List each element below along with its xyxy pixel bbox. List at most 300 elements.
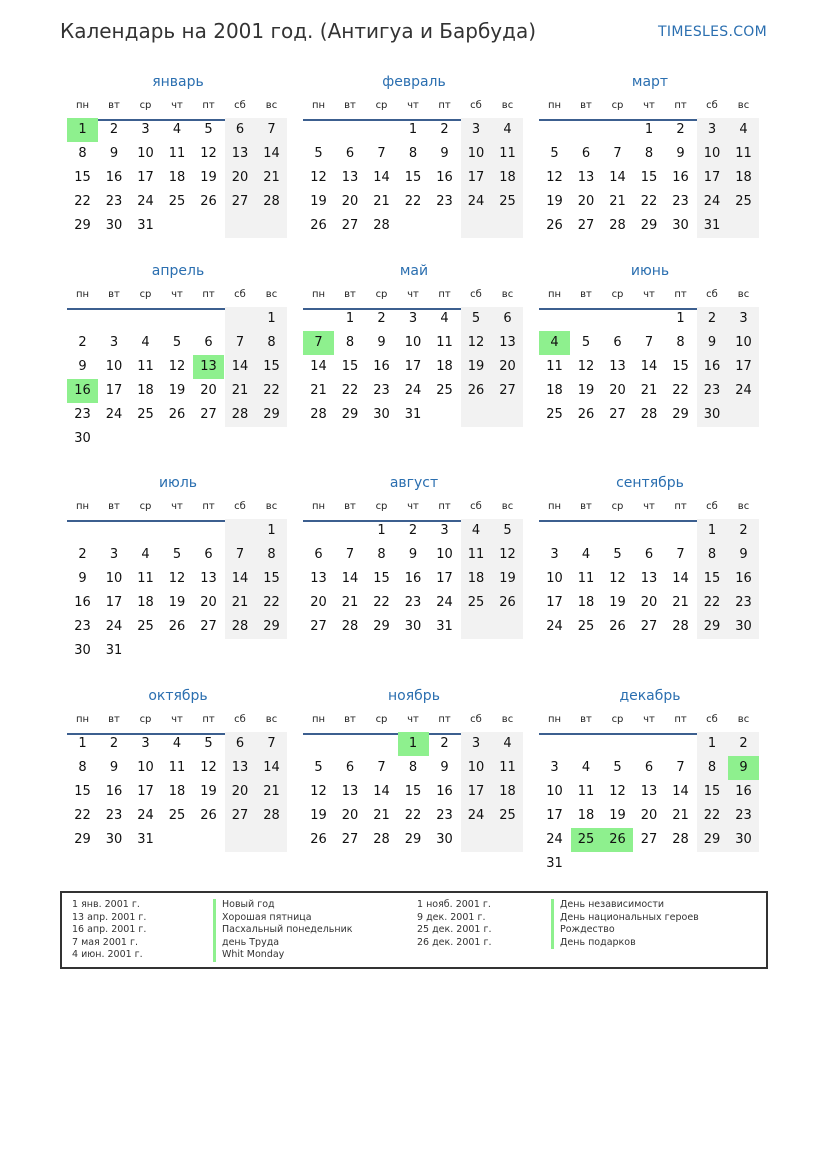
weekday-header: пн	[311, 100, 326, 111]
weekday-header: пн	[547, 714, 562, 725]
weekend-cell	[225, 307, 256, 331]
day-cell: 31	[105, 643, 123, 658]
day-cell: 3	[550, 760, 559, 775]
legend-holiday-name: День национальных героев	[551, 912, 699, 925]
day-cell: 20	[640, 808, 658, 823]
day-cell: 4	[172, 122, 182, 137]
day-cell: 14	[373, 784, 390, 799]
day-cell: 9	[697, 331, 728, 355]
weekday-header: пт	[674, 501, 687, 512]
day-cell: 17	[105, 383, 123, 398]
weekday-header: чт	[171, 100, 183, 111]
day-cell: 30	[672, 218, 689, 233]
weekday-header: вт	[344, 714, 356, 725]
weekday-header: пн	[311, 714, 326, 725]
legend-date: 26 дек. 2001 г.	[417, 936, 492, 948]
day-cell: 31	[137, 832, 154, 847]
day-cell: 8	[377, 547, 386, 562]
day-cell: 10	[697, 142, 728, 166]
day-cell: 27	[640, 619, 658, 634]
day-cell: 15	[256, 355, 287, 379]
weekday-header: чт	[171, 289, 183, 300]
day-cell: 29	[373, 619, 390, 634]
weekday-header: пн	[311, 289, 326, 300]
weekend-cell	[492, 214, 523, 238]
weekday-header: ср	[139, 714, 152, 725]
day-cell: 30	[74, 431, 91, 446]
weekend-cell	[461, 214, 492, 238]
day-cell: 1	[644, 122, 654, 137]
day-cell: 25	[728, 190, 759, 214]
day-cell: 21	[672, 595, 689, 610]
day-cell: 20	[200, 595, 217, 610]
day-cell: 22	[256, 379, 287, 403]
day-cell: 23	[672, 194, 689, 209]
weekday-header: пн	[547, 501, 562, 512]
day-cell: 10	[404, 335, 422, 350]
day-cell: 25	[492, 804, 523, 828]
day-cell: 25	[436, 383, 453, 398]
day-cell: 6	[345, 146, 355, 161]
day-cell: 20	[200, 383, 217, 398]
day-cell: 13	[200, 571, 217, 586]
weekday-header: чт	[643, 289, 655, 300]
day-cell: 23	[404, 595, 422, 610]
weekend-cell	[256, 828, 287, 852]
weekday-header: вс	[737, 501, 750, 512]
legend-holiday-name: День подарков	[551, 937, 699, 950]
day-cell: 19	[609, 595, 626, 610]
day-cell: 13	[492, 331, 523, 355]
day-cell: 8	[78, 146, 87, 161]
day-cell: 9	[676, 146, 685, 161]
day-cell: 12	[492, 543, 523, 567]
day-cell: 12	[609, 571, 626, 586]
day-cell: 4	[172, 736, 182, 751]
weekday-header: ср	[611, 100, 624, 111]
day-cell: 7	[644, 335, 654, 350]
day-cell: 10	[461, 756, 492, 780]
legend-date: 1 янв. 2001 г.	[72, 899, 140, 910]
day-cell: 21	[225, 591, 256, 615]
weekday-header: пт	[438, 714, 451, 725]
day-cell: 18	[436, 359, 453, 374]
weekday-header: вс	[265, 289, 278, 300]
day-cell: 14	[609, 170, 626, 185]
month-name: январь	[152, 74, 204, 90]
day-cell: 11	[461, 543, 492, 567]
day-cell: 24	[105, 619, 123, 634]
day-cell: 7	[676, 547, 685, 562]
day-cell: 27	[577, 218, 595, 233]
day-cell: 6	[492, 307, 523, 331]
month-1	[67, 74, 289, 274]
day-cell: 22	[404, 194, 422, 209]
day-cell: 17	[404, 359, 422, 374]
day-cell: 19	[200, 784, 217, 799]
day-cell: 20	[609, 383, 626, 398]
weekday-header: сб	[706, 100, 718, 111]
day-cell: 2	[377, 311, 386, 326]
day-cell: 20	[310, 595, 327, 610]
day-cell: 11	[137, 359, 154, 374]
page-title: Календарь на 2001 год. (Антигуа и Барбуда)	[60, 19, 537, 43]
day-cell: 22	[256, 591, 287, 615]
month-name: июль	[158, 475, 198, 491]
holiday-day: 13	[193, 355, 224, 379]
day-cell: 31	[137, 218, 154, 233]
day-cell: 21	[256, 780, 287, 804]
weekday-header: пт	[202, 714, 215, 725]
day-cell: 17	[546, 595, 563, 610]
day-cell: 6	[345, 760, 355, 775]
day-cell: 4	[581, 547, 591, 562]
weekday-header: вт	[344, 100, 356, 111]
weekend-cell	[728, 214, 759, 238]
day-cell: 19	[461, 355, 492, 379]
day-cell: 16	[436, 784, 453, 799]
day-cell: 6	[644, 760, 654, 775]
day-cell: 24	[697, 190, 728, 214]
weekday-header: сб	[706, 501, 718, 512]
day-cell: 14	[225, 355, 256, 379]
day-cell: 3	[550, 547, 559, 562]
day-cell: 28	[225, 615, 256, 639]
day-cell: 12	[310, 784, 327, 799]
day-cell: 24	[461, 190, 492, 214]
holiday-day: 16	[67, 379, 98, 403]
day-cell: 9	[440, 146, 449, 161]
day-cell: 9	[440, 760, 449, 775]
day-cell: 5	[581, 335, 591, 350]
weekday-header: вт	[580, 501, 592, 512]
weekend-cell	[461, 403, 492, 427]
weekday-header: пт	[438, 501, 451, 512]
day-cell: 22	[373, 595, 390, 610]
weekday-header: чт	[407, 501, 419, 512]
weekday-header: чт	[643, 501, 655, 512]
day-cell: 7	[676, 760, 685, 775]
day-cell: 19	[609, 808, 626, 823]
day-cell: 15	[404, 170, 422, 185]
legend-holiday-name: Whit Monday	[213, 949, 353, 962]
day-cell: 27	[200, 619, 217, 634]
day-cell: 25	[492, 190, 523, 214]
day-cell: 30	[373, 407, 390, 422]
day-cell: 17	[461, 166, 492, 190]
day-cell: 21	[256, 166, 287, 190]
day-cell: 12	[168, 571, 186, 586]
day-cell: 20	[341, 808, 359, 823]
weekday-header: сб	[234, 100, 246, 111]
weekday-header: сб	[234, 501, 246, 512]
weekday-header: сб	[470, 289, 482, 300]
day-cell: 30	[728, 615, 759, 639]
day-cell: 9	[109, 146, 119, 161]
legend-holiday-name: День независимости	[551, 899, 699, 912]
day-cell: 27	[200, 407, 217, 422]
day-cell: 17	[105, 595, 123, 610]
day-cell: 15	[74, 170, 91, 185]
day-cell: 13	[310, 571, 327, 586]
day-cell: 24	[546, 619, 563, 634]
month-9	[539, 475, 761, 675]
month-name: март	[631, 74, 669, 90]
day-cell: 21	[640, 383, 658, 398]
weekday-header: вс	[737, 714, 750, 725]
day-cell: 12	[546, 170, 563, 185]
day-cell: 6	[225, 732, 256, 756]
weekday-header: ср	[375, 501, 388, 512]
weekday-header: вт	[344, 501, 356, 512]
day-cell: 19	[492, 567, 523, 591]
day-cell: 13	[341, 784, 359, 799]
day-cell: 3	[109, 547, 119, 562]
day-cell: 18	[492, 166, 523, 190]
day-cell: 18	[492, 780, 523, 804]
day-cell: 6	[581, 146, 591, 161]
weekend-cell	[225, 214, 256, 238]
day-cell: 4	[581, 760, 591, 775]
day-cell: 14	[310, 359, 327, 374]
weekend-cell	[461, 828, 492, 852]
day-cell: 17	[546, 808, 563, 823]
day-cell: 24	[137, 194, 154, 209]
day-cell: 24	[546, 832, 563, 847]
weekday-header: ср	[375, 289, 388, 300]
day-cell: 21	[225, 379, 256, 403]
month-5	[303, 263, 525, 463]
day-cell: 16	[74, 595, 91, 610]
day-cell: 7	[345, 547, 355, 562]
day-cell: 4	[492, 118, 523, 142]
holiday-day: 1	[67, 118, 98, 142]
day-cell: 5	[204, 736, 213, 751]
day-cell: 22	[74, 808, 91, 823]
day-cell: 19	[168, 383, 186, 398]
day-cell: 29	[672, 407, 689, 422]
day-cell: 20	[225, 166, 256, 190]
day-cell: 25	[168, 808, 186, 823]
weekday-header: сб	[470, 714, 482, 725]
day-cell: 2	[440, 122, 449, 137]
day-cell: 28	[672, 832, 689, 847]
day-cell: 7	[225, 543, 256, 567]
weekday-header: чт	[407, 289, 419, 300]
legend-date: 9 дек. 2001 г.	[417, 911, 486, 923]
day-cell: 7	[377, 146, 386, 161]
holiday-day: 9	[728, 756, 759, 780]
day-cell: 1	[78, 736, 87, 751]
day-cell: 11	[168, 760, 186, 775]
day-cell: 30	[74, 643, 91, 658]
day-cell: 5	[172, 547, 182, 562]
day-cell: 12	[168, 359, 186, 374]
day-cell: 2	[408, 523, 418, 538]
day-cell: 18	[168, 784, 186, 799]
legend-holiday-name: Рождество	[551, 924, 699, 937]
day-cell: 27	[341, 218, 359, 233]
weekday-header: вс	[265, 714, 278, 725]
day-cell: 24	[461, 804, 492, 828]
day-cell: 18	[546, 383, 563, 398]
weekday-header: пн	[75, 289, 90, 300]
day-cell: 16	[373, 359, 390, 374]
day-cell: 1	[697, 732, 728, 756]
day-cell: 26	[168, 407, 186, 422]
day-cell: 11	[492, 756, 523, 780]
day-cell: 4	[440, 311, 449, 326]
legend-date: 7 мая 2001 г.	[72, 936, 138, 948]
weekday-header: пт	[674, 289, 687, 300]
day-cell: 7	[377, 760, 386, 775]
day-cell: 23	[436, 194, 453, 209]
weekday-header: чт	[171, 714, 183, 725]
weekday-header: вт	[108, 289, 120, 300]
day-cell: 30	[105, 218, 123, 233]
day-cell: 6	[204, 335, 213, 350]
day-cell: 3	[440, 523, 449, 538]
holiday-day: 4	[539, 331, 570, 355]
day-cell: 31	[697, 214, 728, 238]
day-cell: 29	[74, 218, 91, 233]
day-cell: 12	[577, 359, 595, 374]
day-cell: 15	[640, 170, 658, 185]
day-cell: 3	[461, 118, 492, 142]
weekday-header: чт	[643, 100, 655, 111]
day-cell: 2	[728, 519, 759, 543]
day-cell: 29	[404, 832, 422, 847]
weekday-header: вт	[108, 100, 120, 111]
day-cell: 16	[404, 571, 422, 586]
legend-date: 25 дек. 2001 г.	[417, 924, 492, 936]
day-cell: 22	[404, 808, 422, 823]
day-cell: 18	[577, 808, 595, 823]
day-cell: 22	[697, 804, 728, 828]
day-cell: 7	[225, 331, 256, 355]
day-cell: 23	[436, 808, 453, 823]
day-cell: 14	[672, 784, 689, 799]
day-cell: 28	[640, 407, 658, 422]
day-cell: 7	[256, 732, 287, 756]
day-cell: 15	[672, 359, 689, 374]
day-cell: 25	[577, 619, 595, 634]
day-cell: 25	[137, 407, 154, 422]
day-cell: 5	[613, 760, 622, 775]
weekday-header: сб	[470, 100, 482, 111]
day-cell: 31	[404, 407, 422, 422]
day-cell: 28	[310, 407, 327, 422]
day-cell: 14	[672, 571, 689, 586]
day-cell: 21	[310, 383, 327, 398]
weekend-cell	[256, 214, 287, 238]
day-cell: 5	[204, 122, 213, 137]
day-cell: 24	[436, 595, 453, 610]
weekday-header: вт	[580, 714, 592, 725]
day-cell: 23	[105, 808, 123, 823]
day-cell: 6	[314, 547, 323, 562]
holiday-day: 7	[303, 331, 334, 355]
weekday-header: сб	[706, 714, 718, 725]
day-cell: 27	[640, 832, 658, 847]
day-cell: 20	[341, 194, 359, 209]
day-cell: 29	[341, 407, 359, 422]
month-7	[67, 475, 289, 675]
weekday-header: ср	[611, 289, 624, 300]
day-cell: 29	[256, 615, 287, 639]
weekday-header: ср	[375, 100, 388, 111]
weekday-header: вт	[108, 501, 120, 512]
day-cell: 2	[676, 122, 685, 137]
weekday-header: пт	[202, 289, 215, 300]
legend-date: 16 апр. 2001 г.	[72, 924, 147, 936]
brand-link[interactable]: TIMESLES.COM	[658, 24, 767, 40]
weekday-header: сб	[470, 501, 482, 512]
day-cell: 7	[613, 146, 622, 161]
day-cell: 15	[74, 784, 91, 799]
day-cell: 23	[728, 804, 759, 828]
day-cell: 27	[310, 619, 327, 634]
day-cell: 23	[74, 619, 91, 634]
weekend-cell	[461, 615, 492, 639]
day-cell: 29	[697, 828, 728, 852]
day-cell: 13	[577, 170, 595, 185]
weekday-header: ср	[375, 714, 388, 725]
day-cell: 2	[697, 307, 728, 331]
day-cell: 4	[728, 118, 759, 142]
day-cell: 19	[546, 194, 563, 209]
day-cell: 22	[74, 194, 91, 209]
day-cell: 15	[373, 571, 390, 586]
month-10	[67, 688, 289, 888]
day-cell: 21	[373, 194, 390, 209]
day-cell: 2	[109, 122, 119, 137]
weekday-header: пт	[202, 100, 215, 111]
day-cell: 2	[728, 732, 759, 756]
day-cell: 17	[697, 166, 728, 190]
legend-right-dates	[417, 899, 492, 949]
weekday-header: пт	[202, 501, 215, 512]
weekday-header: чт	[643, 714, 655, 725]
day-cell: 10	[436, 547, 453, 562]
day-cell: 8	[345, 335, 355, 350]
weekday-header: сб	[234, 289, 246, 300]
day-cell: 28	[672, 619, 689, 634]
day-cell: 9	[728, 543, 759, 567]
legend-holiday-name: день Труда	[213, 937, 353, 950]
day-cell: 8	[256, 543, 287, 567]
day-cell: 20	[640, 595, 658, 610]
weekday-header: пн	[311, 501, 326, 512]
weekend-cell	[225, 519, 256, 543]
weekday-header: ср	[139, 100, 152, 111]
day-cell: 8	[78, 760, 87, 775]
day-cell: 17	[728, 355, 759, 379]
day-cell: 3	[141, 736, 150, 751]
weekday-header: чт	[407, 100, 419, 111]
day-cell: 13	[225, 756, 256, 780]
legend-date: 1 нояб. 2001 г.	[417, 899, 491, 910]
holiday-day: 1	[398, 732, 429, 756]
weekday-header: пт	[674, 100, 687, 111]
month-12	[539, 688, 761, 888]
weekday-header: пт	[438, 100, 451, 111]
weekday-header: вт	[108, 714, 120, 725]
day-cell: 12	[461, 331, 492, 355]
day-cell: 15	[697, 780, 728, 804]
day-cell: 11	[728, 142, 759, 166]
day-cell: 19	[200, 170, 217, 185]
